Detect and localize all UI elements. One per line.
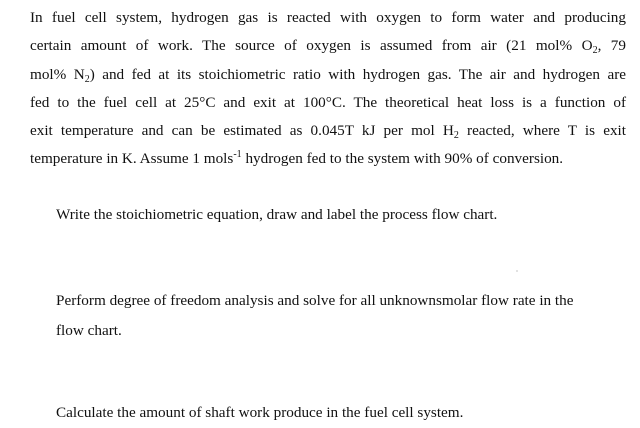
problem-line-4: fed to the fuel cell at 25°C and exit at 100°C. The theoretical heat loss is a function of [30,93,626,111]
question-2-line-2: flow chart. [56,322,122,339]
question-2-line-1: Perform degree of freedom analysis and solve for all unknownsmolar flow rate in the [56,292,574,309]
question-3: Calculate the amount of shaft work produce in the fuel cell system. [56,404,464,421]
problem-statement [30,4,626,174]
problem-line-1: In fuel cell system, hydrogen gas is reacted with oxygen to form water and producing [30,9,626,26]
subscript: 2 [84,73,90,85]
question-1: Write the stoichiometric equation, draw and label the process flow chart. [56,206,498,223]
problem-line-3: mol% $N_2$) and fed at its stoichiometric ratio with hydrogen gas. The air and hydrogen are [30,65,626,85]
subscript: 2 [453,130,459,142]
subscript: 2 [592,45,598,57]
scan-speck [516,270,518,272]
question-2 [56,286,573,346]
problem-line-6: temperature in K. Assume 1 mols$^{-1}$ hydrogen fed to the system with 90% of conversion. [30,149,564,168]
problem-line-5: exit temperature and can be estimated as 0.045T kJ per mol $H_2$ reacted, where T is exit [30,122,626,142]
problem-line-2: certain amount of work. The source of oxygen is assumed from air (21 mol% $O_2$, 79 [30,37,626,57]
superscript: -1 [233,149,242,161]
